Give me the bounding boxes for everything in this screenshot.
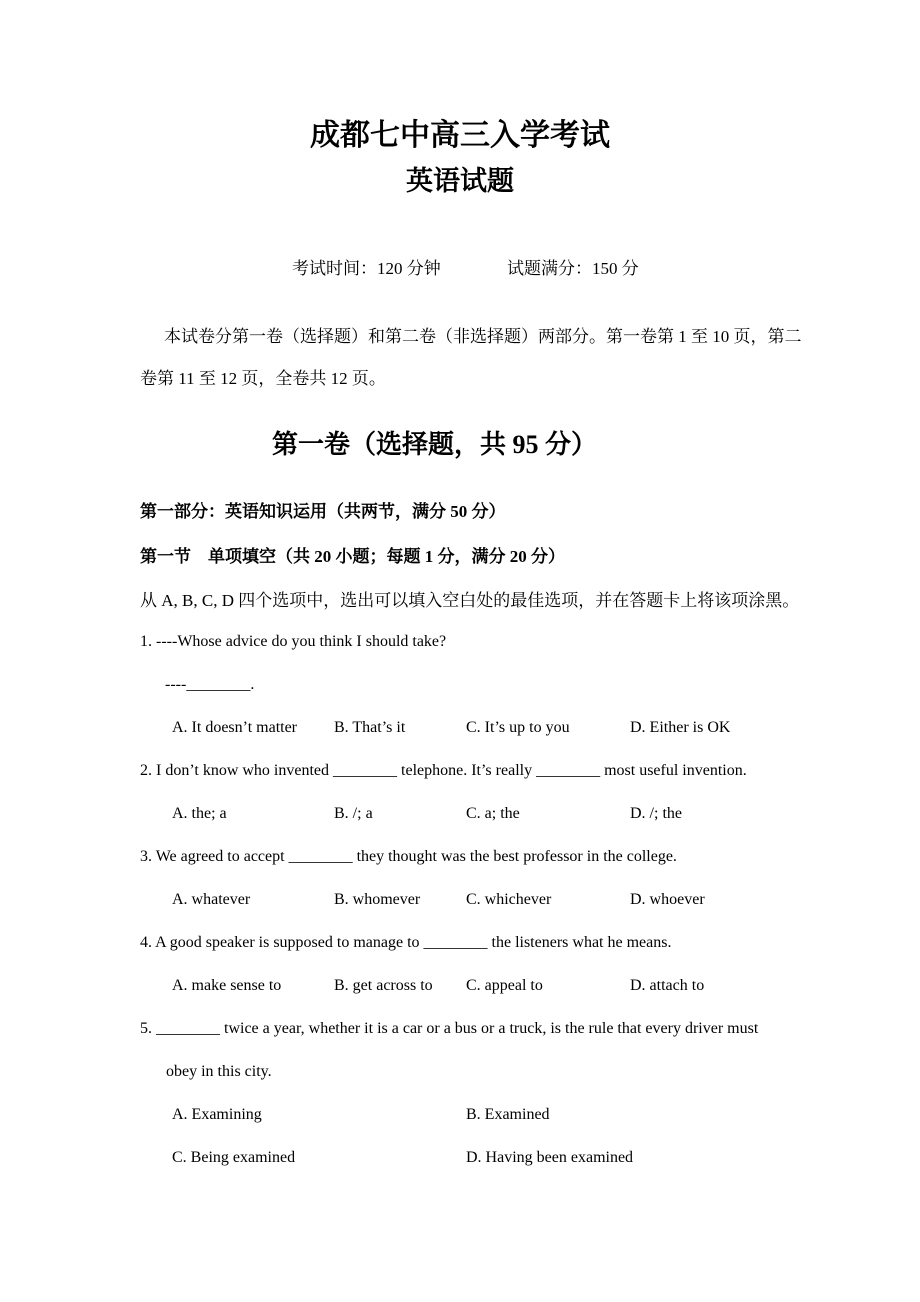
option-a: A. whatever	[172, 891, 251, 908]
option-b: B. get across to	[334, 977, 433, 994]
option-d: D. Having been examined	[466, 1149, 634, 1166]
section1-heading: 第一节 单项填空（共 20 小题；每题 1 分，满分 20 分）	[140, 547, 565, 566]
option-c: C. appeal to	[466, 977, 543, 994]
option-b: B. whomever	[334, 891, 421, 908]
option-c: C. It’s up to you	[466, 719, 570, 736]
part1-heading: 第一部分：英语知识运用（共两节，满分 50 分）	[140, 502, 506, 521]
option-b: B. Examined	[466, 1106, 550, 1123]
option-b: B. That’s it	[334, 719, 406, 736]
question-text: 5. ________ twice a year, whether it is a car or a bus or a truck, is the rule that every driver must	[140, 1020, 759, 1037]
option-c: C. whichever	[466, 891, 552, 908]
volume1-heading: 第一卷（选择题，共 95 分）	[272, 430, 598, 459]
page-title: 成都七中高三入学考试	[310, 119, 610, 152]
option-c: C. Being examined	[172, 1149, 296, 1166]
fill-blank-instructions: 从 A, B, C, D 四个选项中，选出可以填入空白处的最佳选项，并在答题卡上将该项涂黑。	[140, 591, 800, 610]
question-text: 3. We agreed to accept ________ they thought was the best professor in the college.	[140, 848, 677, 865]
option-d: D. attach to	[630, 977, 705, 994]
option-d: D. Either is OK	[630, 719, 731, 736]
option-a: A. Examining	[172, 1106, 262, 1123]
page-subtitle: 英语试题	[406, 166, 514, 196]
question-text: 4. A good speaker is supposed to manage to ________ the listeners what he means.	[140, 934, 672, 951]
option-d: D. whoever	[630, 891, 705, 908]
question-text-continued: obey in this city.	[166, 1063, 272, 1080]
option-c: C. a; the	[466, 805, 520, 822]
option-a: A. It doesn’t matter	[172, 719, 298, 736]
intro-line-1: 本试卷分第一卷（选择题）和第二卷（非选择题）两部分。第一卷第 1 至 10 页，第二	[164, 327, 802, 346]
option-a: A. make sense to	[172, 977, 282, 994]
question-text-continued: ----________.	[165, 676, 255, 693]
option-b: B. /; a	[334, 805, 373, 822]
option-a: A. the; a	[172, 805, 227, 822]
question-text: 1. ----Whose advice do you think I should take?	[140, 633, 447, 650]
question-text: 2. I don’t know who invented ________ telephone. It’s really ________ most useful invention.	[140, 762, 747, 779]
exam-time-label: 考试时间：120 分钟	[292, 259, 441, 278]
exam-score-label: 试题满分：150 分	[507, 259, 639, 278]
option-d: D. /; the	[630, 805, 682, 822]
intro-line-2: 卷第 11 至 12 页，全卷共 12 页。	[140, 369, 386, 388]
